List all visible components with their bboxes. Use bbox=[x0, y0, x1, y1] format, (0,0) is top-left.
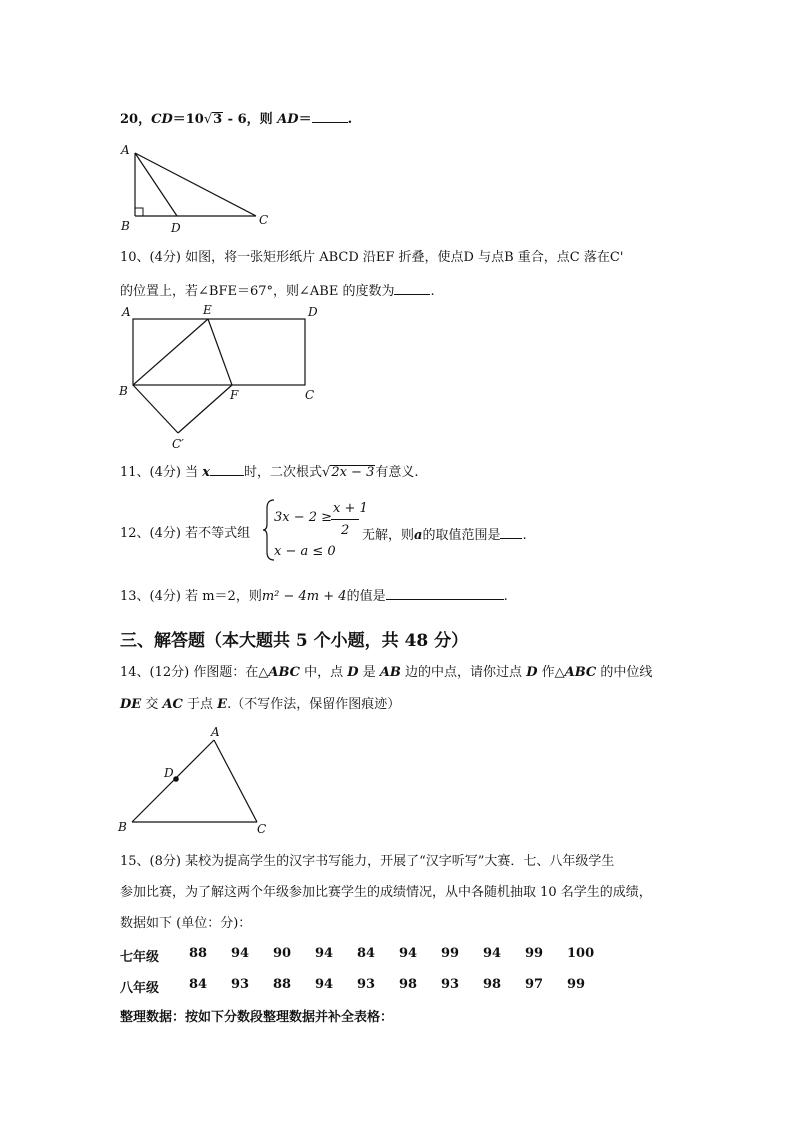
q14-t2: 中，点 bbox=[300, 665, 348, 680]
q12-frac-num: x + 1 bbox=[333, 501, 368, 516]
score-cell: 97 bbox=[525, 977, 544, 992]
figure-folded-rectangle bbox=[115, 300, 325, 455]
row-label: 七年级 bbox=[120, 950, 160, 965]
q12-a-var: a bbox=[414, 528, 423, 543]
score-cell: 88 bbox=[189, 946, 208, 961]
q20-end: . bbox=[347, 112, 353, 127]
q15-last-line: 整理数据：按如下分数段整理数据并补全表格： bbox=[120, 1010, 394, 1025]
fig2-label-d: D bbox=[308, 305, 318, 319]
q15-line1: 15、(8分) 某校为提高学生的汉字书写能力，开展了“汉字听写”大赛．七、八年级学生 bbox=[120, 854, 615, 869]
q14-abc2: ABC bbox=[564, 665, 597, 680]
q10-answer-blank[interactable] bbox=[394, 281, 430, 295]
q12-text-b: 无解，则 bbox=[362, 528, 415, 543]
fig1-label-a: A bbox=[121, 143, 130, 157]
q13-mid: 的值是 bbox=[346, 589, 386, 604]
q11-radicand: 2x − 3 bbox=[331, 465, 375, 480]
q12-end: . bbox=[522, 528, 527, 543]
score-cell: 94 bbox=[399, 946, 418, 961]
q14-t4: 边的中点，请你过点 bbox=[400, 665, 527, 680]
fig3-label-b: B bbox=[118, 820, 127, 834]
fig2-label-f: F bbox=[230, 388, 239, 402]
fig2-label-e: E bbox=[203, 303, 212, 317]
fig1-label-b: B bbox=[121, 219, 130, 233]
score-cell: 88 bbox=[273, 977, 292, 992]
q14-t9: .（不写作法，保留作图痕迹） bbox=[227, 697, 401, 712]
q20-radicand: 3 bbox=[213, 112, 223, 127]
fig3-label-d: D bbox=[164, 766, 174, 780]
q12-frac-den: 2 bbox=[341, 523, 350, 538]
q14-t8: 于点 bbox=[182, 697, 218, 712]
q20-cd: CD bbox=[151, 112, 173, 127]
score-cell: 99 bbox=[441, 946, 460, 961]
q14-t5: 作△ bbox=[537, 665, 565, 680]
q10-line2 bbox=[120, 281, 435, 301]
score-cell: 93 bbox=[231, 977, 250, 992]
point-d-dot bbox=[173, 776, 179, 782]
q14-e: E bbox=[217, 697, 228, 712]
q11-x: x bbox=[202, 465, 210, 480]
q13-end: . bbox=[503, 589, 508, 604]
figure-triangle-abc bbox=[115, 725, 280, 840]
fig2-label-b: B bbox=[119, 384, 128, 398]
q14-t3: 是 bbox=[358, 665, 380, 680]
figure-right-triangle bbox=[115, 140, 285, 235]
q11-prefix: 11、(4分) 当 bbox=[120, 465, 203, 480]
q12-frac-bar bbox=[331, 519, 359, 520]
score-cell: 84 bbox=[357, 946, 376, 961]
q13-answer-blank[interactable] bbox=[386, 586, 504, 600]
q14-line2 bbox=[120, 696, 400, 714]
fig1-label-c: C bbox=[259, 213, 269, 227]
score-cell: 94 bbox=[315, 977, 334, 992]
q14-t6: 的中位线 bbox=[596, 665, 653, 680]
q15-line3: 数据如下 (单位：分)： bbox=[120, 916, 252, 931]
q14-de: DE bbox=[120, 697, 142, 712]
q14-d1: D bbox=[347, 665, 359, 680]
fig3-label-c: C bbox=[257, 822, 267, 836]
q14-line1 bbox=[120, 664, 652, 682]
q14-abc1: ABC bbox=[268, 665, 301, 680]
q13-expression: m² − 4m + 4 bbox=[261, 589, 347, 604]
q15-line2: 参加比赛，为了解这两个年级参加比赛学生的成绩情况，从中各随机抽取 10 名学生的成绩， bbox=[120, 885, 652, 900]
q10-line1: 10、(4分) 如图，将一张矩形纸片 ABCD 沿EF 折叠，使点D 与点B 重合，点C 落在C' bbox=[120, 250, 624, 265]
fig1-label-d: D bbox=[171, 221, 181, 235]
score-cell: 98 bbox=[399, 977, 418, 992]
score-cell: 94 bbox=[483, 946, 502, 961]
fig3-label-a: A bbox=[211, 725, 220, 739]
score-cell: 94 bbox=[231, 946, 250, 961]
fig2-label-c: C bbox=[305, 388, 315, 402]
q12-prefix: 12、(4分) 若不等式组 bbox=[120, 526, 251, 541]
q12-inequality-2: x − a ≤ 0 bbox=[274, 544, 336, 559]
q12-ineq1-left: 3x − 2 ≥ bbox=[274, 510, 333, 525]
score-cell: 93 bbox=[357, 977, 376, 992]
fig2-label-a: A bbox=[122, 305, 131, 319]
score-cell: 90 bbox=[273, 946, 292, 961]
q12-rest bbox=[362, 525, 527, 545]
score-cell: 99 bbox=[525, 946, 544, 961]
q20-line: 20，CD＝10√3 - 6，则 AD＝ . bbox=[120, 109, 352, 129]
q11-mid: 时，二次根式 bbox=[244, 465, 323, 480]
q10-line2-text: 的位置上，若∠BFE＝67°，则∠ABE 的度数为 bbox=[120, 284, 395, 299]
score-cell: 100 bbox=[567, 946, 595, 961]
q20-rest: - 6，则 bbox=[223, 112, 278, 127]
q11-line: 11、(4分) 当 x 时，二次根式√2x − 3有意义. bbox=[120, 462, 418, 482]
score-cell: 99 bbox=[567, 977, 586, 992]
q12-text-c: 的取值范围是 bbox=[422, 528, 501, 543]
q14-ab: AB bbox=[379, 665, 401, 680]
q20-eq1: ＝10 bbox=[172, 112, 204, 127]
q14-t1: 14、(12分) 作图题：在△ bbox=[120, 665, 269, 680]
q12-answer-blank[interactable] bbox=[500, 525, 522, 539]
q14-ac: AC bbox=[162, 697, 183, 712]
score-cell: 93 bbox=[441, 977, 460, 992]
score-cell: 84 bbox=[189, 977, 208, 992]
q13-line bbox=[120, 586, 508, 606]
section-heading: 三、解答题（本大题共 5 个小题，共 48 分） bbox=[120, 631, 469, 651]
q14-t7: 交 bbox=[141, 697, 163, 712]
fig2-label-c-prime: C′ bbox=[172, 437, 184, 451]
q12-inequality-1 bbox=[274, 509, 332, 527]
row-label: 八年级 bbox=[120, 981, 160, 996]
q20-answer-blank[interactable] bbox=[312, 109, 348, 123]
q20-ad: AD bbox=[277, 112, 299, 127]
q20-prefix: 20， bbox=[120, 112, 152, 127]
q14-d2: D bbox=[526, 665, 538, 680]
q20-eq2: ＝ bbox=[298, 112, 312, 127]
q13-prefix: 13、(4分) 若 m＝2，则 bbox=[120, 589, 262, 604]
q11-answer-blank[interactable] bbox=[210, 462, 244, 476]
score-cell: 98 bbox=[483, 977, 502, 992]
q11-end: 有意义. bbox=[375, 465, 419, 480]
q10-line2-end: . bbox=[430, 284, 435, 299]
score-cell: 94 bbox=[315, 946, 334, 961]
